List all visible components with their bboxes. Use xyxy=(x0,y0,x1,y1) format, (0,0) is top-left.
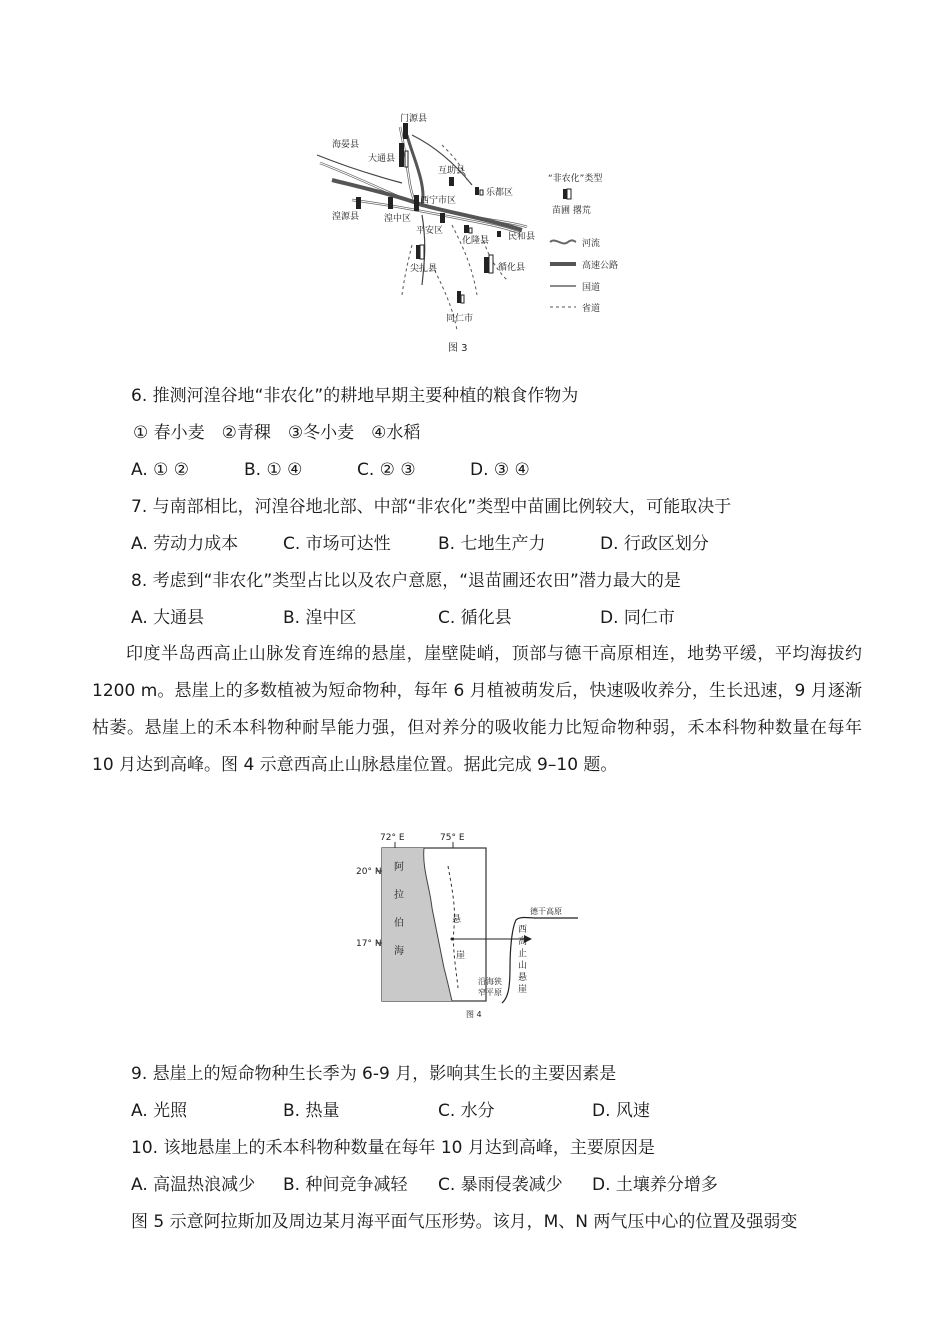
figure-3-caption: 图 3 xyxy=(448,343,468,354)
q10-option-a[interactable]: A. 高温热浪减少 xyxy=(131,1175,256,1195)
q6-option-b[interactable]: B. ① ④ xyxy=(244,460,303,480)
question-7-options xyxy=(131,533,709,555)
fig4-ghats-1: 西 xyxy=(518,925,528,935)
label-xining: 西宁市区 xyxy=(420,196,457,206)
figure-3-legend xyxy=(548,172,618,314)
label-xunhua: 循化县 xyxy=(498,263,526,273)
fig4-sea-3: 伯 xyxy=(394,918,404,929)
label-datong: 大通县 xyxy=(368,154,396,164)
label-huangyuan: 湟源县 xyxy=(332,212,360,222)
fig4-sea-4: 海 xyxy=(394,946,404,957)
legend-river: 河流 xyxy=(582,239,601,249)
fig4-ghats-2: 高 xyxy=(518,937,528,947)
label-hualong: 化隆县 xyxy=(462,236,490,246)
label-ledu: 乐都区 xyxy=(486,188,514,198)
fig4-sea-2: 拉 xyxy=(394,890,404,901)
fig4-sea-1: 阿 xyxy=(394,862,404,873)
fig4-plain-2: 窄平原 xyxy=(478,988,502,997)
legend-type-items: 苗圃 撂荒 xyxy=(552,206,591,216)
q10-option-d[interactable]: D. 土壤养分增多 xyxy=(592,1175,718,1195)
label-pingan: 平安区 xyxy=(416,226,444,236)
question-6-options xyxy=(131,459,530,481)
fig4-cliff-1: 悬 xyxy=(452,915,462,925)
q8-option-c[interactable]: C. 循化县 xyxy=(438,608,512,628)
fig4-plain-1: 沿海狭 xyxy=(478,977,502,986)
question-11-intro: 图 5 示意阿拉斯加及周边某月海平面气压形势。该月，M、N 两气压中心的位置及强弱变 xyxy=(131,1212,798,1232)
figure-4-map xyxy=(352,828,622,1023)
label-jianzha: 尖扎县 xyxy=(410,264,438,274)
question-7-stem: 7. 与南部相比，河湟谷地北部、中部“非农化”类型中苗圃比例较大，可能取决于 xyxy=(131,497,732,517)
fig4-lon-72: 72° E xyxy=(380,833,405,843)
q7-option-b[interactable]: B. 七地生产力 xyxy=(438,534,546,554)
figure-3-map xyxy=(312,105,642,355)
fig4-lat-17: 17° N xyxy=(356,939,382,949)
fig4-ghats-6: 崖 xyxy=(518,985,528,995)
fig4-lon-75: 75° E xyxy=(440,833,465,843)
q10-option-b[interactable]: B. 种间竞争减轻 xyxy=(283,1175,408,1195)
question-9-stem: 9. 悬崖上的短命物种生长季为 6-9 月，影响其生长的主要因素是 xyxy=(131,1064,617,1084)
q8-option-a[interactable]: A. 大通县 xyxy=(131,608,205,628)
label-minhe: 民和县 xyxy=(508,232,536,242)
q8-option-b[interactable]: B. 湟中区 xyxy=(283,608,357,628)
question-10-stem: 10. 该地悬崖上的禾本科物种数量在每年 10 月达到高峰，主要原因是 xyxy=(131,1138,655,1158)
q9-option-b[interactable]: B. 热量 xyxy=(283,1101,340,1121)
q10-option-c[interactable]: C. 暴雨侵袭减少 xyxy=(438,1175,563,1195)
q8-option-d[interactable]: D. 同仁市 xyxy=(600,608,675,628)
fig4-lat-20: 20° N xyxy=(356,867,382,877)
fig4-plateau: 德干高原 xyxy=(530,907,562,916)
label-haiyan: 海晏县 xyxy=(332,140,360,150)
legend-national-road: 国道 xyxy=(582,283,601,293)
question-8-options xyxy=(131,607,675,629)
label-huzhu: 互助县 xyxy=(438,166,466,176)
fig4-cliff-2: 崖 xyxy=(456,951,466,961)
q6-option-d[interactable]: D. ③ ④ xyxy=(470,460,530,480)
passage-western-ghats: 印度半岛西高止山脉发育连绵的悬崖，崖壁陡峭，顶部与德干高原相连，地势平缓，平均海拔约 1200 m。悬崖上的多数植被为短命物种，每年 6 月植被萌发后，快速吸收养分，生长迅速，9 月逐渐枯萎。悬崖上的禾本科物种耐旱能力强，但对养分的吸收能力比短命物种弱，禾本科物种数量在每年 10 月达到高峰。图 4 示意西高止山脉悬崖位置。据此完成 9–10 题。 xyxy=(92,644,862,775)
q9-option-a[interactable]: A. 光照 xyxy=(131,1101,188,1121)
fig4-ghats-3: 止 xyxy=(518,949,528,959)
question-9-options xyxy=(131,1100,650,1122)
legend-provincial-road: 省道 xyxy=(582,304,601,314)
legend-highway: 高速公路 xyxy=(582,261,619,271)
q9-option-d[interactable]: D. 风速 xyxy=(592,1101,650,1121)
q9-option-c[interactable]: C. 水分 xyxy=(438,1101,495,1121)
label-tongren: 同仁市 xyxy=(446,314,474,324)
q6-option-c[interactable]: C. ② ③ xyxy=(357,460,416,480)
label-huangzhong: 湟中区 xyxy=(384,214,412,224)
legend-type-title: “非农化”类型 xyxy=(548,174,603,184)
q7-option-a[interactable]: A. 劳动力成本 xyxy=(131,534,239,554)
question-10-options xyxy=(131,1174,718,1196)
question-8-stem: 8. 考虑到“非农化”类型占比以及农户意愿，“退苗圃还农田”潜力最大的是 xyxy=(131,571,681,591)
fig4-ghats-5: 悬 xyxy=(518,973,528,983)
figure-4-caption: 图 4 xyxy=(466,1010,482,1019)
q7-option-c[interactable]: C. 市场可达性 xyxy=(283,534,391,554)
fig4-ghats-4: 山 xyxy=(518,961,528,971)
question-6-items: ① 春小麦 ②青稞 ③冬小麦 ④水稻 xyxy=(133,423,421,443)
q7-option-d[interactable]: D. 行政区划分 xyxy=(600,534,709,554)
label-menyuan: 门源县 xyxy=(400,114,428,124)
question-6-stem: 6. 推测河湟谷地“非农化”的耕地早期主要种植的粮食作物为 xyxy=(131,386,579,406)
q6-option-a[interactable]: A. ① ② xyxy=(131,460,190,480)
